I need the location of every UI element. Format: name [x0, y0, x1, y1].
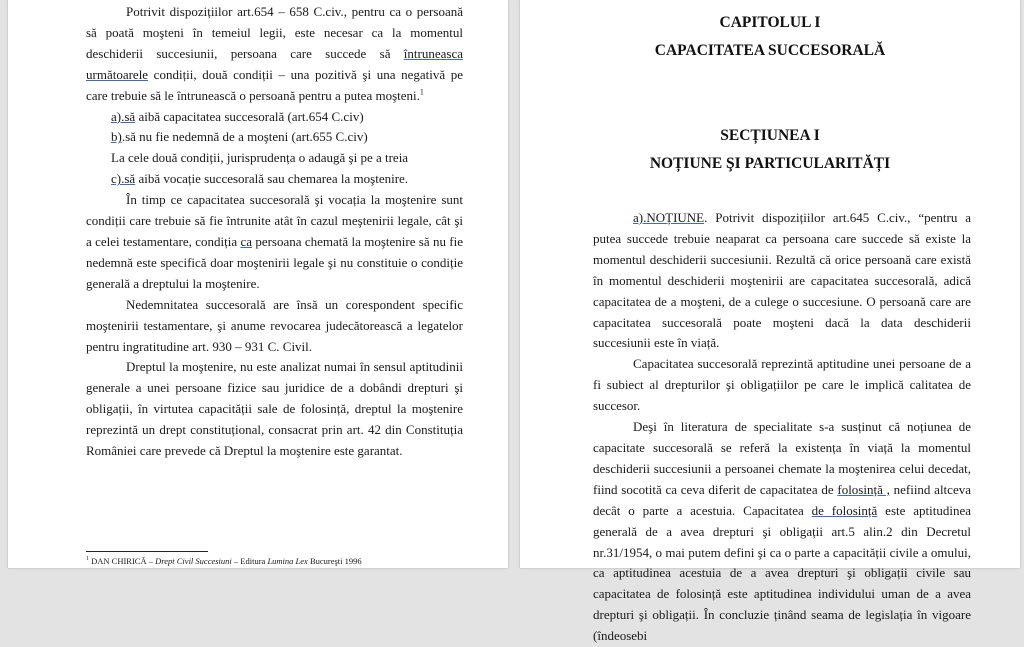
paragraph[interactable]: În timp ce capacitatea succesorală şi vocația la moştenire sunt condiții care trebuie să fie întrunite atât în cazul meştenirii legale, cât şi a celei testamentare, condiția ca persoana chemată la moştenire să nu fie nedemnă este specifică doar moştenirii legale şi nu constituie o condiție generală a dreptului la moştenire. — [86, 192, 464, 291]
paragraph[interactable]: Dreptul la moştenire, nu este analizat numai în sensul aptitudinii generale a unei persoane fizice sau juridice de a dobândi drepturi şi obligații, în virtutea capacității sale de folosință, dreptul la moştenire reprezintă un drept constituțional, consacrat prin art. 42 din Constituția României care prevede că Dreptul la moştenire este garantat. — [86, 359, 463, 459]
paragraph[interactable]: Deşi în literatura de specialitate s-a susținut că noțiunea de capacitate succesorală se referă la existența în viață la momentul deschiderii succesiunii a persoanei chemate la moştenirea celui decedat, fiind socotită ca ceva diferit de capacitatea de folosință , nefiind altceva decât o parte a acestuia. Capacitatea de folosință este aptitudinea generală de a avea drepturi şi obligații art.5 alin.2 din Decretul nr.31/1954, o mai putem defini şi ca o parte a capacității civile a omului, ca aptitudinea acestuia de a avea drepturi şi obligații civile sau capacitatea de folosință este aptitudinea individului uman de a avea drepturi şi obligații. În concluzie ținând seama de legislația în vigoare (îndeosebi — [593, 419, 972, 644]
list-item[interactable]: a).să aibă capacitatea succesorală (art.654 C.civ) — [111, 108, 364, 124]
list-item[interactable]: c).să aibă vocație succesorală sau chemarea la moştenire. — [111, 171, 409, 187]
document-page-right — [520, 0, 1020, 644]
grammar-flagged-text[interactable]: întruneasca următoarele — [86, 45, 463, 82]
paragraph[interactable]: Nedemnitatea succesorală are însă un corespondent specific moştenirii testamentare, şi anume revocarea judecătorească a legatelor pentru ingratitudine art. 930 – 931 C. Civil. — [86, 296, 463, 354]
grammar-flagged-text[interactable]: a).să — [111, 108, 136, 124]
paragraph[interactable]: Potrivit dispozițiilor art.654 – 658 C.civ., pentru ca o persoană să poată moşteni în temeiul legii, este necesar ca la momentul deschiderii succesiunii, persoana care succede să întruneasca următoarele condiții, două condiții – una pozitivă şi una negativă pe care trebuie să le întrunească o persoană pentru a putea moşteni.$^1$ — [86, 4, 463, 103]
paragraph[interactable]: Capacitatea succesorală reprezintă aptitudine unei persoane de a fi subiect al drepturilor şi obligațiilor pe care le implică calitatea de succesor. — [593, 356, 971, 414]
grammar-flagged-text[interactable]: c).să — [111, 171, 136, 187]
page-body — [86, 2, 463, 462]
footnote-number: 1 — [86, 556, 89, 563]
document-page-left — [8, 0, 508, 568]
grammar-flagged-text[interactable]: de folosință — [811, 502, 878, 518]
footnote[interactable]: $^1$ DAN CHIRICĂ – Drept Civil Succesiuni – Editura Lumina Lex Bucureşti 1996 — [86, 556, 362, 566]
list-item[interactable]: b).să nu fie nedemnă de a moşteni (art.655 C.civ) — [111, 129, 368, 145]
footnote-reference[interactable]: 1 — [419, 87, 424, 97]
footnote-separator — [86, 551, 208, 552]
page-body — [593, 208, 971, 647]
chapter-label[interactable]: CAPITOLUL I — [719, 14, 821, 31]
grammar-flagged-text[interactable]: ca — [240, 233, 252, 249]
chapter-heading — [520, 9, 1020, 65]
grammar-flagged-text[interactable]: folosință , — [837, 481, 890, 497]
section-title[interactable]: NOȚIUNE ŞI PARTICULARITĂȚI — [649, 155, 891, 172]
footnote-title: Drept Civil Succesiuni — [155, 556, 232, 566]
list-item[interactable]: La cele două condiții, jurisprudența o adaugă şi pe a treia — [111, 150, 409, 166]
grammar-flagged-text[interactable]: a).NOȚIUNE — [633, 210, 705, 225]
grammar-flagged-text[interactable]: b) — [111, 129, 122, 145]
section-heading — [520, 122, 1020, 178]
paragraph[interactable]: a).NOȚIUNE. Potrivit dispozițiilor art.645 C.civ., “pentru a putea succede trebuie neaparat ca persoana care succede să existe la momentul deschiderii succesiunii. Rezultă că orice persoană care există în momentul deschiderii moştenirii are capacitatea succesorală, adică capacitatea de a moşteni, de a culege o succesiune. O persoană care are capacitatea succesorală poate moşteni dacă la data deschiderii succesiunii este în viață. — [593, 210, 971, 351]
chapter-title[interactable]: CAPACITATEA SUCCESORALĂ — [654, 42, 886, 59]
footnote-publisher: Lumina Lex — [267, 556, 308, 566]
section-label[interactable]: SECȚIUNEA I — [720, 127, 820, 144]
